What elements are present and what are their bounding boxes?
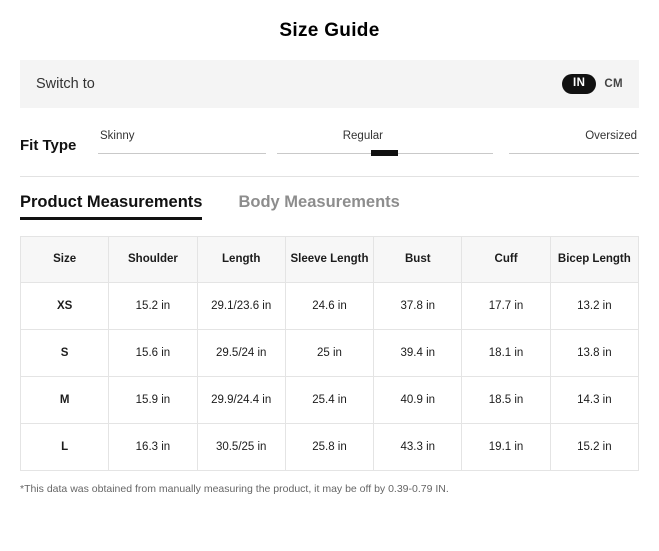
cell-length: 30.5/25 in bbox=[197, 424, 285, 471]
cell-shoulder: 16.3 in bbox=[109, 424, 197, 471]
fit-track-segment bbox=[396, 153, 493, 154]
column-header-bicep-length: Bicep Length bbox=[550, 237, 638, 283]
cell-bicep-length: 13.8 in bbox=[550, 330, 638, 377]
column-header-sleeve-length: Sleeve Length bbox=[285, 237, 373, 283]
fit-type-options bbox=[98, 130, 639, 142]
unit-switch-bar bbox=[20, 60, 639, 108]
table-row bbox=[21, 330, 639, 377]
table-row bbox=[21, 283, 639, 330]
cell-length: 29.9/24.4 in bbox=[197, 377, 285, 424]
fit-track-segment bbox=[98, 153, 266, 154]
cell-size: XS bbox=[21, 283, 109, 330]
table-footnote: *This data was obtained from manually measuring the product, it may be off by 0.39-0.79 IN. bbox=[20, 483, 449, 495]
column-header-cuff: Cuff bbox=[462, 237, 550, 283]
cell-bicep-length: 15.2 in bbox=[550, 424, 638, 471]
cell-bicep-length: 14.3 in bbox=[550, 377, 638, 424]
cell-shoulder: 15.2 in bbox=[109, 283, 197, 330]
cell-cuff: 18.1 in bbox=[462, 330, 550, 377]
cell-sleeve-length: 25 in bbox=[285, 330, 373, 377]
page-title: Size Guide bbox=[279, 20, 380, 41]
fit-type-slider[interactable] bbox=[98, 130, 639, 156]
table-row bbox=[21, 377, 639, 424]
tab-body-measurements[interactable]: Body Measurements bbox=[238, 193, 400, 211]
unit-toggle[interactable] bbox=[562, 74, 623, 95]
fit-type-section bbox=[20, 130, 639, 156]
column-header-shoulder: Shoulder bbox=[109, 237, 197, 283]
cell-shoulder: 15.9 in bbox=[109, 377, 197, 424]
cell-length: 29.1/23.6 in bbox=[197, 283, 285, 330]
table-header-row bbox=[21, 237, 639, 283]
cell-bust: 43.3 in bbox=[374, 424, 462, 471]
section-divider bbox=[20, 176, 639, 177]
fit-option-skinny[interactable]: Skinny bbox=[100, 130, 135, 142]
column-header-length: Length bbox=[197, 237, 285, 283]
column-header-bust: Bust bbox=[374, 237, 462, 283]
unit-switch-label: Switch to bbox=[36, 76, 95, 92]
fit-track-segment bbox=[277, 153, 385, 154]
cell-cuff: 17.7 in bbox=[462, 283, 550, 330]
cell-cuff: 19.1 in bbox=[462, 424, 550, 471]
tab-product-measurements[interactable]: Product Measurements bbox=[20, 193, 202, 220]
unit-option-cm[interactable]: CM bbox=[604, 78, 623, 90]
cell-sleeve-length: 25.8 in bbox=[285, 424, 373, 471]
measurement-tabs bbox=[20, 193, 639, 220]
unit-option-in[interactable]: IN bbox=[562, 74, 596, 95]
table-row bbox=[21, 424, 639, 471]
cell-shoulder: 15.6 in bbox=[109, 330, 197, 377]
cell-size: M bbox=[21, 377, 109, 424]
cell-length: 29.5/24 in bbox=[197, 330, 285, 377]
fit-type-track[interactable] bbox=[98, 152, 639, 156]
cell-bust: 37.8 in bbox=[374, 283, 462, 330]
cell-size: L bbox=[21, 424, 109, 471]
fit-track-segment bbox=[509, 153, 639, 154]
cell-size: S bbox=[21, 330, 109, 377]
cell-bust: 40.9 in bbox=[374, 377, 462, 424]
fit-option-oversized[interactable]: Oversized bbox=[585, 130, 637, 142]
cell-bust: 39.4 in bbox=[374, 330, 462, 377]
fit-type-thumb[interactable] bbox=[371, 150, 398, 156]
column-header-size: Size bbox=[21, 237, 109, 283]
cell-sleeve-length: 25.4 in bbox=[285, 377, 373, 424]
size-table bbox=[20, 236, 639, 471]
cell-cuff: 18.5 in bbox=[462, 377, 550, 424]
cell-bicep-length: 13.2 in bbox=[550, 283, 638, 330]
size-table-wrap bbox=[20, 236, 639, 471]
fit-type-label: Fit Type bbox=[20, 137, 77, 154]
cell-sleeve-length: 24.6 in bbox=[285, 283, 373, 330]
fit-option-regular[interactable]: Regular bbox=[342, 130, 384, 142]
